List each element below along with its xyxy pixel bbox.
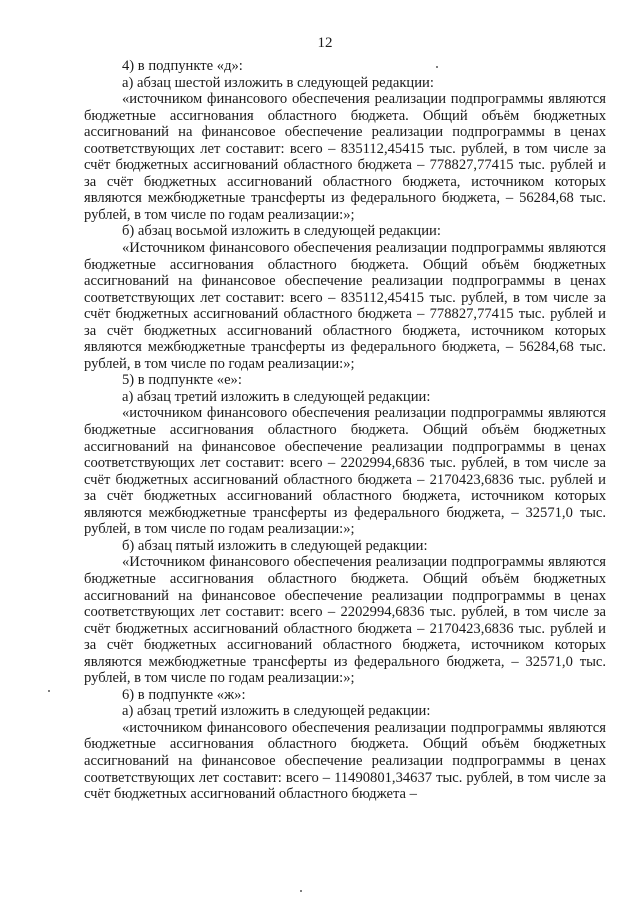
item-6a-quoted-text: «источником финансового обеспечения реализации подпрограммы являются бюджетные ассигнования областного бюджета. Общий объём бюджетных ассигнований на финансовое обеспечение реализации подпрограммы в ценах соответствующих лет составит: всего – 11490801,34637 тыс. рублей, в том числе за счёт бюджетных ассигнований областного бюджета – <box>84 719 606 803</box>
item-4b-instruction: б) абзац восьмой изложить в следующей редакции: <box>122 223 441 240</box>
item-6-heading: 6) в подпункте «ж»: <box>122 686 246 703</box>
item-6a-instruction: а) абзац третий изложить в следующей редакции: <box>122 703 431 720</box>
scan-speck <box>48 690 50 692</box>
item-4a-instruction: а) абзац шестой изложить в следующей редакции: <box>122 74 434 91</box>
item-4-heading: 4) в подпункте «д»: <box>122 58 243 74</box>
item-5a-quoted-text: «источником финансового обеспечения реализации подпрограммы являются бюджетные ассигнования областного бюджета. Общий объём бюджетных ассигнований на финансовое обеспечение реализации подпрограммы в ценах соответствующих лет составит: всего – 2202994,6836 тыс. рублей, в том числе за счёт бюджетных ассигнований областного бюджета – 2170423,6836 тыс. рублей и за счёт бюджетных ассигнований областного бюджета, источником которых являются межбюджетные трансферты из федерального бюджета, – 32571,0 тыс. рублей, в том числе по годам реализации:»; <box>84 405 606 538</box>
item-5b-instruction: б) абзац пятый изложить в следующей редакции: <box>122 537 428 554</box>
page-number: 12 <box>317 35 333 51</box>
item-5-heading: 5) в подпункте «е»: <box>122 372 242 389</box>
item-5b-quoted-text: «Источником финансового обеспечения реализации подпрограммы являются бюджетные ассигнования областного бюджета. Общий объём бюджетных ассигнований на финансовое обеспечение реализации подпрограммы в ценах соответствующих лет составит: всего – 2202994,6836 тыс. рублей, в том числе за счёт бюджетных ассигнований областного бюджета – 2170423,6836 тыс. рублей и за счёт бюджетных ассигнований областного бюджета, источником которых являются межбюджетные трансферты из федерального бюджета, – 32571,0 тыс. рублей, в том числе по годам реализации:»; <box>84 554 606 687</box>
document-body <box>84 58 606 803</box>
item-4a-quoted-text: «источником финансового обеспечения реализации подпрограммы являются бюджетные ассигнования областного бюджета. Общий объём бюджетных ассигнований на финансовое обеспечение реализации подпрограммы в ценах соответствующих лет составит: всего – 835112,45415 тыс. рублей, в том числе за счёт бюджетных ассигнований областного бюджета – 778827,77415 тыс. рублей и за счёт бюджетных ассигнований областного бюджета, источником которых являются межбюджетные трансферты из федерального бюджета, – 56284,68 тыс. рублей, в том числе по годам реализации:»; <box>84 91 606 223</box>
scan-speck <box>436 66 438 68</box>
item-4b-quoted-text: «Источником финансового обеспечения реализации подпрограммы являются бюджетные ассигнования областного бюджета. Общий объём бюджетных ассигнований на финансовое обеспечение реализации подпрограммы в ценах соответствующих лет составит: всего – 835112,45415 тыс. рублей, в том числе за счёт бюджетных ассигнований областного бюджета – 778827,77415 тыс. рублей и за счёт бюджетных ассигнований областного бюджета, источником которых являются межбюджетные трансферты из федерального бюджета, – 56284,68 тыс. рублей, в том числе по годам реализации:»; <box>84 240 606 372</box>
item-5a-instruction: а) абзац третий изложить в следующей редакции: <box>122 388 431 405</box>
scan-speck <box>300 890 302 892</box>
